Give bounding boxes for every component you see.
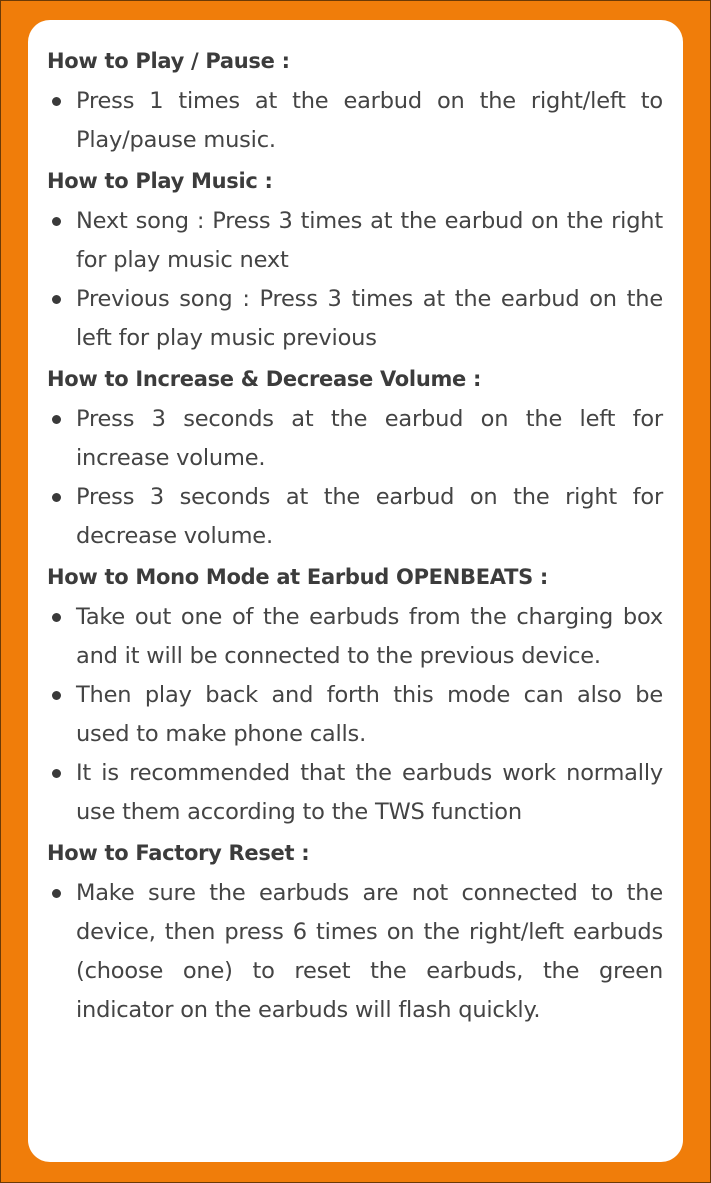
list-item xyxy=(47,478,663,556)
list-item-text: It is recommended that the earbuds work normally use them according to the TWS function xyxy=(76,760,663,825)
section-title-volume: How to Increase & Decrease Volume : xyxy=(47,367,482,391)
bullet-icon xyxy=(52,493,61,502)
list-item xyxy=(47,598,663,676)
bullet-icon xyxy=(52,889,61,898)
section-title-factory-reset: How to Factory Reset : xyxy=(47,841,310,865)
list-item-text: Press 3 seconds at the earbud on the left for increase volume. xyxy=(76,406,663,471)
list-item-text: Next song : Press 3 times at the earbud on the right for play music next xyxy=(76,208,663,273)
list-item-text: Take out one of the earbuds from the charging box and it will be connected to the previous device. xyxy=(76,604,663,669)
list-item-text: Make sure the earbuds are not connected to the device, then press 6 times on the right/left earbuds (choose one) to reset the earbuds, the green indicator on the earbuds will flash quickly. xyxy=(76,880,663,1023)
section-title-play-pause: How to Play / Pause : xyxy=(47,49,290,73)
bullet-icon xyxy=(52,769,61,778)
bullet-icon xyxy=(52,217,61,226)
instruction-card xyxy=(28,20,683,1162)
bullet-icon xyxy=(52,295,61,304)
play-music-list xyxy=(47,202,663,358)
bullet-icon xyxy=(52,415,61,424)
list-item xyxy=(47,754,663,832)
mono-mode-list xyxy=(47,598,663,832)
volume-list xyxy=(47,400,663,556)
list-item xyxy=(47,676,663,754)
bullet-icon xyxy=(52,97,61,106)
list-item-text: Previous song : Press 3 times at the earbud on the left for play music previous xyxy=(76,286,663,351)
bullet-icon xyxy=(52,691,61,700)
play-pause-list xyxy=(47,82,663,160)
section-title-play-music: How to Play Music : xyxy=(47,169,273,193)
list-item-text: Press 3 seconds at the earbud on the right for decrease volume. xyxy=(76,484,663,549)
bullet-icon xyxy=(52,613,61,622)
section-title-mono-mode: How to Mono Mode at Earbud OPENBEATS : xyxy=(47,565,549,589)
list-item xyxy=(47,400,663,478)
list-item xyxy=(47,874,663,1030)
factory-reset-list xyxy=(47,874,663,1030)
list-item xyxy=(47,82,663,160)
list-item xyxy=(47,202,663,280)
list-item-text: Press 1 times at the earbud on the right/left to Play/pause music. xyxy=(76,88,663,153)
list-item xyxy=(47,280,663,358)
list-item-text: Then play back and forth this mode can also be used to make phone calls. xyxy=(76,682,663,747)
